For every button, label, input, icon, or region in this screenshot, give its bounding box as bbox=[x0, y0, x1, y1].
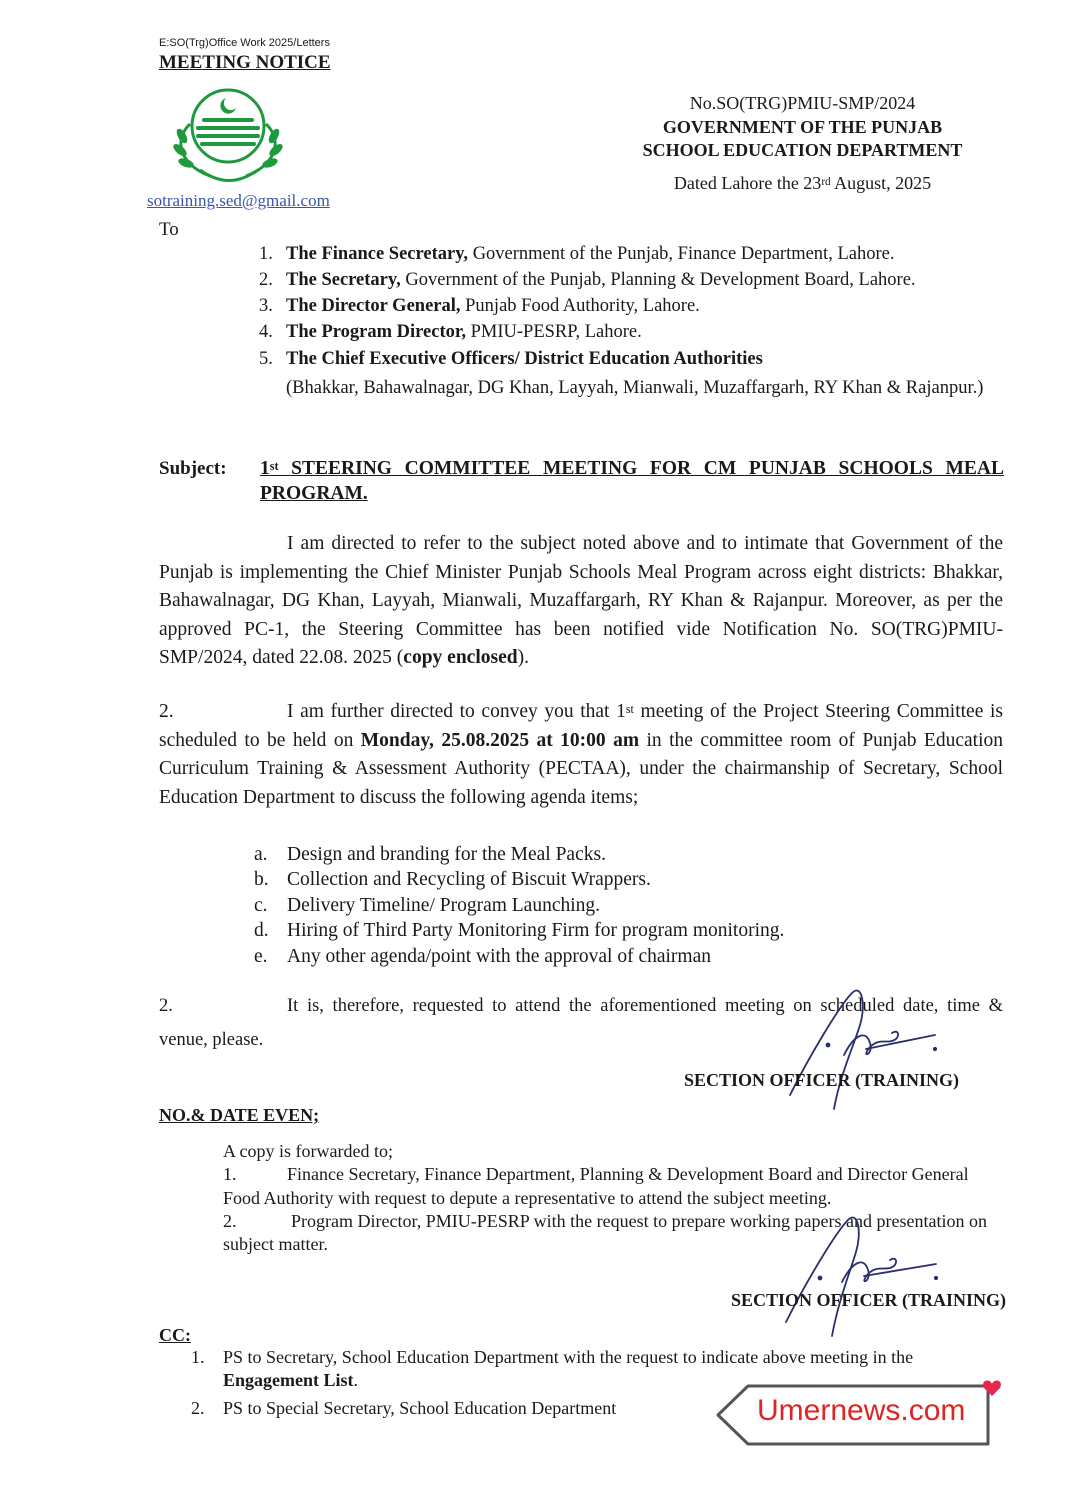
government-name: GOVERNMENT OF THE PUNJAB bbox=[662, 116, 943, 137]
section-officer-signature-1: SECTION OFFICER (TRAINING) bbox=[684, 1070, 960, 1090]
letter-number: No.SO(TRG)PMIU-SMP/2024 bbox=[689, 93, 916, 113]
letter-header bbox=[600, 92, 1005, 195]
paragraph-3: 2. It is, therefore, requested to attend the aforementioned meeting on scheduled date, time & venue, please. bbox=[159, 996, 1003, 1050]
list-item: 1. Finance Secretary, Finance Department, Planning & Development Board and Director General Food Authority with request to depute a representative to attend the subject meeting. bbox=[223, 1164, 969, 1208]
paragraph-1: I am directed to refer to the subject noted above and to intimate that Government of the Punjab is implementing the Chief Minister Punjab Schools Meal Program across eight districts: Bhakkar, Bahawalnagar, DG Khan, Layyah, Mianwali, Muzaffargarh, RY Khan & Rajanpur. Moreover, as per the approved PC-1, the Steering Committee has been notified vide Notification No. SO(TRG)PMIU-SMP/2024, dated 22.08. 2025 (copy enclosed). bbox=[159, 533, 1003, 669]
list-item: 1. PS to Secretary, School Education Department with the request to indicate above meeting in the Engagement List. bbox=[191, 1347, 914, 1391]
list-item: 4. The Program Director, PMIU-PESRP, Lahore. bbox=[259, 322, 642, 342]
subject-text: 1st STEERING COMMITTEE MEETING FOR CM PUNJAB SCHOOLS MEAL PROGRAM. bbox=[260, 458, 1004, 504]
list-item: 2. PS to Special Secretary, School Education Department bbox=[191, 1397, 617, 1418]
list-item: a. Design and branding for the Meal Packs. bbox=[254, 844, 606, 865]
no-date-even: NO.& DATE EVEN; bbox=[159, 1105, 320, 1125]
list-item: b. Collection and Recycling of Biscuit Wrappers. bbox=[254, 869, 651, 891]
signature bbox=[776, 1212, 946, 1342]
subject-label: Subject: bbox=[159, 458, 227, 479]
department-name: SCHOOL EDUCATION DEPARTMENT bbox=[642, 140, 963, 160]
cc-label: CC: bbox=[159, 1325, 191, 1345]
recipient-list bbox=[259, 241, 1009, 402]
watermark-text: Umernews.com bbox=[757, 1394, 966, 1427]
letter-date: Dated Lahore the 23rd August, 2025 bbox=[673, 172, 932, 193]
copy-forwarded: A copy is forwarded to; 1. Finance Secretary, Finance Department, Planning & Development Board and Director General Food Authority with request to depute a representative to attend the subject meeting. 2. Program Director, PMIU-PESRP with the request to prepare working papers and presentation on subject matter. bbox=[223, 1140, 1003, 1256]
paragraph-2: 2. I am further directed to convey you that 1st meeting of the Project Steering Committee is scheduled to be held on Monday, 25.08.2025 at 10:00 am in the committee room of Punjab Education Curriculum Training & Assessment Authority (PECTAA), under the chairmanship of Secretary, School Education Department to discuss the following agenda items; bbox=[159, 701, 1003, 808]
list-item: 2. Program Director, PMIU-PESRP with the request to prepare working papers and presentation on subject matter. bbox=[223, 1210, 987, 1255]
email-link[interactable]: sotraining.sed@gmail.com bbox=[147, 191, 330, 210]
list-item: e. Any other agenda/point with the approval of chairman bbox=[254, 945, 711, 967]
list-item: d. Hiring of Third Party Monitoring Firm for program monitoring. bbox=[254, 920, 785, 942]
notice-title: MEETING NOTICE bbox=[159, 52, 331, 73]
section-officer-signature-2: SECTION OFFICER (TRAINING) bbox=[731, 1290, 1007, 1310]
list-item: 3. The Director General, Punjab Food Authority, Lahore. bbox=[259, 296, 700, 316]
list-item: c. Delivery Timeline/ Program Launching. bbox=[254, 894, 601, 916]
punjab-government-logo bbox=[160, 84, 296, 192]
agenda-list bbox=[254, 842, 784, 969]
to-label: To bbox=[159, 219, 179, 240]
list-item: 2. The Secretary, Government of the Punjab, Planning & Development Board, Lahore. bbox=[259, 270, 916, 290]
list-item: 1. The Finance Secretary, Government of the Punjab, Finance Department, Lahore. bbox=[259, 244, 895, 264]
file-path: E:SO(Trg)Office Work 2025/Letters bbox=[159, 37, 330, 49]
list-item: 5. The Chief Executive Officers/ District Education Authorities (Bhakkar, Bahawalnagar, DG Khan, Layyah, Mianwali, Muzaffargarh, RY Khan & Rajanpur.) bbox=[259, 349, 984, 398]
signature bbox=[770, 985, 940, 1115]
